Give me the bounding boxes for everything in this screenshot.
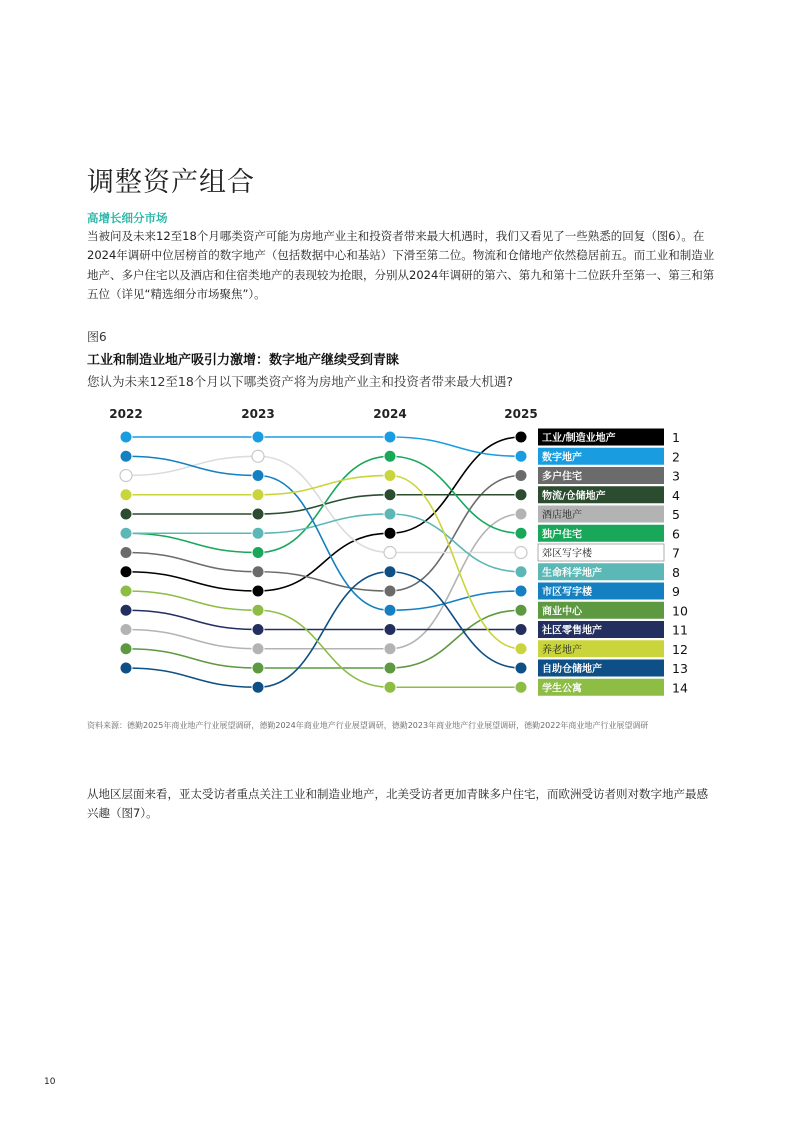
series-dot-13-2022 [120, 662, 132, 674]
legend-label-2: 数字地产 [542, 452, 582, 464]
series-dot-9-2023 [252, 470, 264, 482]
series-dot-10-2024 [384, 662, 396, 674]
series-dot-1-2024 [384, 527, 396, 539]
series-dot-10-2025 [515, 604, 527, 616]
page-title: 调整资产组合 [87, 167, 255, 198]
legend-label-6: 独户住宅 [542, 529, 582, 541]
series-dot-6-2023 [252, 547, 264, 559]
series-dot-9-2025 [515, 585, 527, 597]
series-dot-12-2023 [252, 489, 264, 501]
rank-number-12: 12 [672, 641, 688, 657]
year-label-2024: 2024 [373, 407, 407, 421]
year-label-2023: 2023 [241, 407, 275, 421]
series-line-14 [126, 591, 521, 687]
series-dot-12-2024 [384, 470, 396, 482]
rank-number-10: 10 [672, 603, 688, 619]
legend-label-3: 多户住宅 [542, 471, 582, 483]
series-dot-7-2024 [384, 547, 396, 559]
figure-title: 工业和制造业地产吸引力激增：数字地产继续受到青睐 [87, 353, 400, 368]
intro-paragraph: 当被问及未来12至18个月哪类资产可能为房地产业主和投资者带来最大机遇时，我们又看见了一些熟悉的回复（图6）。在2024年调研中位居榜首的数字地产（包括数据中心和基站）下滑至第二位。物流和仓储地产依然稳居前五。而工业和制造业地产、多户住宅以及酒店和住宿类地产的表现较为抢眼，分别从2024年调研的第六、第九和第十二位跃升至第一、第三和第五位（详见“精选细分市场聚焦”）。 [87, 229, 715, 301]
rank-number-14: 14 [672, 680, 688, 696]
series-dot-9-2022 [120, 450, 132, 462]
series-dot-7-2022 [120, 470, 132, 482]
legend-label-13: 自助仓储地产 [542, 664, 602, 675]
year-label-2025: 2025 [504, 407, 538, 421]
rank-number-11: 11 [672, 622, 688, 638]
series-dot-10-2023 [252, 662, 264, 674]
series-dot-11-2025 [515, 624, 527, 636]
series-dot-5-2024 [384, 643, 396, 655]
legend-label-14: 学生公寓 [542, 683, 582, 695]
series-dot-5-2025 [515, 508, 527, 520]
series-dot-3-2025 [515, 470, 527, 482]
series-dot-4-2023 [252, 508, 264, 520]
series-dot-12-2022 [120, 489, 132, 501]
series-dot-4-2022 [120, 508, 132, 520]
rank-number-1: 1 [672, 430, 680, 445]
series-dot-8-2025 [515, 566, 527, 578]
series-dot-6-2024 [384, 450, 396, 462]
legend-label-8: 生命科学地产 [542, 567, 602, 579]
series-dot-1-2022 [120, 566, 132, 578]
legend-label-12: 养老地产 [542, 644, 582, 656]
series-dot-6-2025 [515, 527, 527, 539]
series-dot-8-2024 [384, 508, 396, 520]
series-dot-11-2022 [120, 604, 132, 616]
series-dot-10-2022 [120, 643, 132, 655]
series-dot-14-2022 [120, 585, 132, 597]
series-dot-2-2024 [384, 431, 396, 443]
figure-label: 图6 [87, 330, 107, 344]
legend-label-9: 市区写字楼 [542, 587, 592, 598]
series-line-11 [126, 610, 521, 629]
rank-number-2: 2 [672, 449, 680, 465]
series-dot-13-2025 [515, 662, 527, 674]
rank-number-6: 6 [672, 526, 680, 542]
series-line-10 [126, 610, 521, 668]
rank-number-3: 3 [672, 468, 680, 484]
series-dot-13-2024 [384, 566, 396, 578]
series-dot-9-2024 [384, 604, 396, 616]
series-dot-4-2025 [515, 489, 527, 501]
year-label-2022: 2022 [109, 407, 143, 421]
series-dot-14-2024 [384, 681, 396, 693]
legend-label-7: 郊区写字楼 [542, 548, 592, 560]
series-line-2 [126, 437, 521, 456]
series-dot-14-2023 [252, 604, 264, 616]
series-dot-3-2023 [252, 566, 264, 578]
series-dot-8-2023 [252, 527, 264, 539]
closing-paragraph: 从地区层面来看，亚太受访者重点关注工业和制造业地产，北美受访者更加青睐多户住宅，而欧洲受访者则对数字地产最感兴趣（图7）。 [87, 787, 708, 821]
series-dot-3-2022 [120, 547, 132, 559]
source-note: 资料来源：德勤2025年商业地产行业展望调研，德勤2024年商业地产行业展望调研，德勤2023年商业地产行业展望调研，德勤2022年商业地产行业展望调研 [87, 721, 649, 730]
rank-number-13: 13 [672, 661, 688, 676]
series-dot-5-2022 [120, 624, 132, 636]
series-dot-14-2025 [515, 681, 527, 693]
series-dot-2-2022 [120, 431, 132, 443]
figure-question: 您认为未来12至18个月以下哪类资产将为房地产业主和投资者带来最大机遇? [87, 374, 513, 389]
series-dot-4-2024 [384, 489, 396, 501]
series-dot-1-2023 [252, 585, 264, 597]
series-dot-7-2025 [515, 547, 527, 559]
legend-label-10: 商业中心 [542, 606, 582, 618]
series-dot-3-2024 [384, 585, 396, 597]
series-dot-2-2023 [252, 431, 264, 443]
legend-label-4: 物流/仓储地产 [542, 490, 606, 502]
series-dot-12-2025 [515, 643, 527, 655]
legend-label-5: 酒店地产 [542, 510, 582, 521]
series-dot-11-2023 [252, 624, 264, 636]
series-line-13 [126, 572, 521, 688]
series-dot-11-2024 [384, 624, 396, 636]
section-subhead: 高增长细分市场 [87, 211, 168, 225]
series-line-7 [126, 456, 521, 552]
series-dot-1-2025 [515, 431, 527, 443]
series-dot-5-2023 [252, 643, 264, 655]
page-number: 10 [44, 1077, 56, 1087]
legend-label-1: 工业/制造业地产 [542, 433, 616, 444]
series-dot-13-2023 [252, 681, 264, 693]
series-dot-2-2025 [515, 450, 527, 462]
series-dot-7-2023 [252, 450, 264, 462]
rank-number-8: 8 [672, 564, 680, 580]
series-dot-8-2022 [120, 527, 132, 539]
rank-number-7: 7 [672, 545, 680, 561]
rank-number-4: 4 [672, 487, 680, 503]
rank-number-5: 5 [672, 507, 680, 522]
legend-label-11: 社区零售地产 [542, 625, 602, 637]
rank-number-9: 9 [672, 584, 680, 599]
